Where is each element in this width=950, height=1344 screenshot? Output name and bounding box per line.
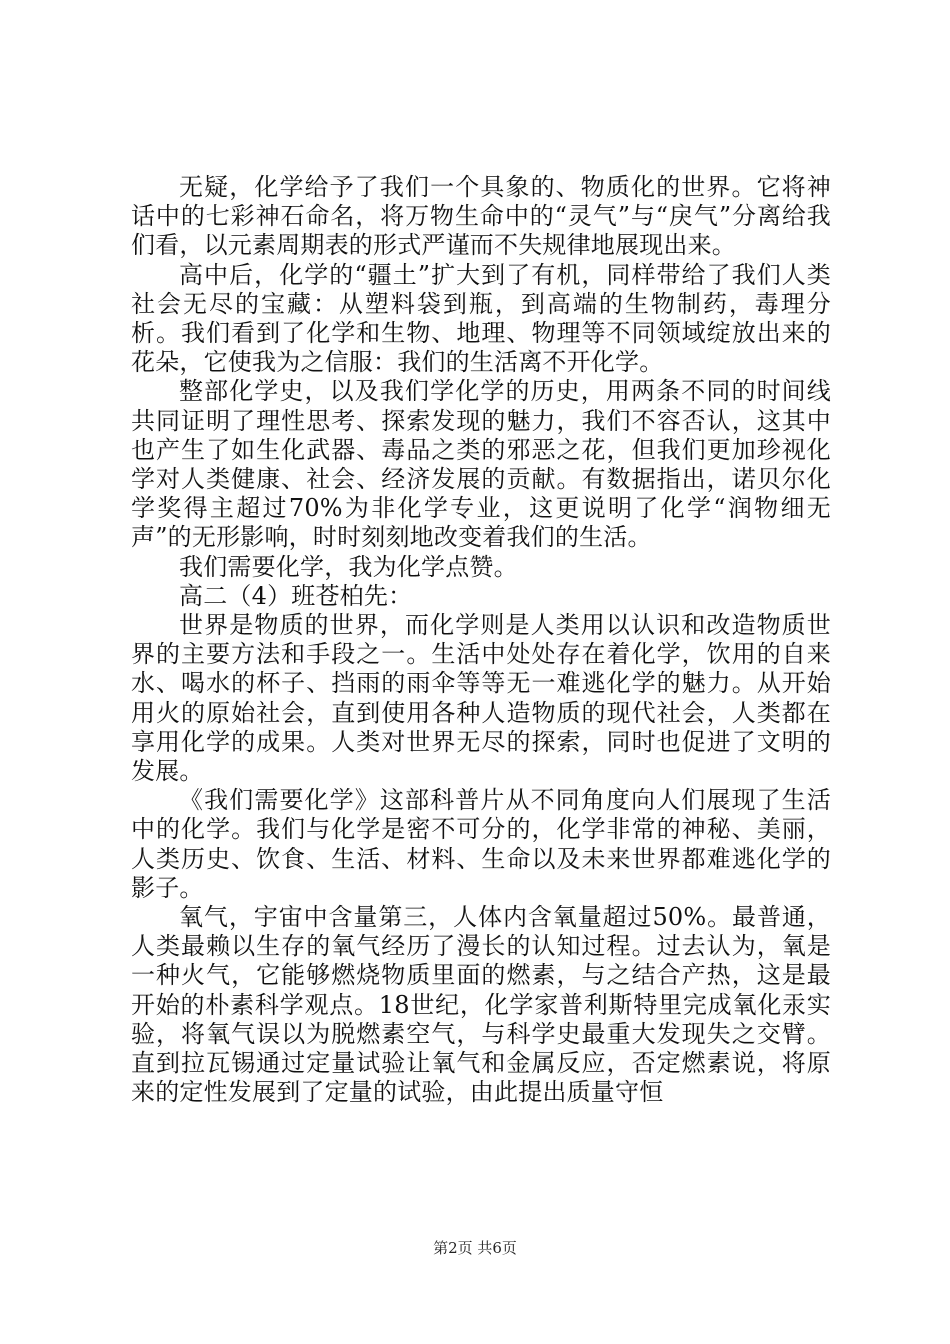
paragraph-6: 世界是物质的世界，而化学则是人类用以认识和改造物质世界的主要方法和手段之一。生活中处处存在着化学，饮用的自来水、喝水的杯子、挡雨的雨伞等等无一难逃化学的魅力。从开始用火的原始社会，直到使用各种人造物质的现代社会，人类都在享用化学的成果。人类对世界无尽的探索，同时也促进了文明的发展。 <box>131 611 831 786</box>
paragraph-8: 氧气，宇宙中含量第三，人体内含氧量超过50%。最普通，人类最赖以生存的氧气经历了漫长的认知过程。过去认为，氧是一种火气，它能够燃烧物质里面的燃素，与之结合产热，这是最开始的朴素科学观点。18世纪，化学家普利斯特里完成氧化汞实验，将氧气误以为脱燃素空气，与科学史最重大发现失之交臂。直到拉瓦锡通过定量试验让氧气和金属反应，否定燃素说，将原来的定性发展到了定量的试验，由此提出质量守恒 <box>131 903 831 1107</box>
page-footer: 第2页 共6页 <box>433 1239 517 1257</box>
document-body <box>131 173 831 1108</box>
paragraph-1: 无疑，化学给予了我们一个具象的、物质化的世界。它将神话中的七彩神石命名，将万物生命中的“灵气”与“戾气”分离给我们看，以元素周期表的形式严谨而不失规律地展现出来。 <box>131 173 831 260</box>
paragraph-2: 高中后，化学的“疆土”扩大到了有机，同样带给了我们人类社会无尽的宝藏：从塑料袋到瓶，到高端的生物制药，毒理分析。我们看到了化学和生物、地理、物理等不同领域绽放出来的花朵，它使我为之信服：我们的生活离不开化学。 <box>131 260 831 377</box>
paragraph-7: 《我们需要化学》这部科普片从不同角度向人们展现了生活中的化学。我们与化学是密不可分的，化学非常的神秘、美丽，人类历史、饮食、生活、材料、生命以及未来世界都难逃化学的影子。 <box>131 786 831 902</box>
paragraph-5-author: 高二（4）班苍柏先： <box>179 581 413 610</box>
paragraph-3: 整部化学史，以及我们学化学的历史，用两条不同的时间线共同证明了理性思考、探索发现的魅力，我们不容否认，这其中也产生了如生化武器、毒品之类的邪恶之花，但我们更加珍视化学对人类健康、社会、经济发展的贡献。有数据指出，诺贝尔化学奖得主超过70%为非化学专业，这更说明了化学“润物细无声”的无形影响，时时刻刻地改变着我们的生活。 <box>131 377 831 552</box>
paragraph-4: 我们需要化学，我为化学点赞。 <box>179 552 518 581</box>
